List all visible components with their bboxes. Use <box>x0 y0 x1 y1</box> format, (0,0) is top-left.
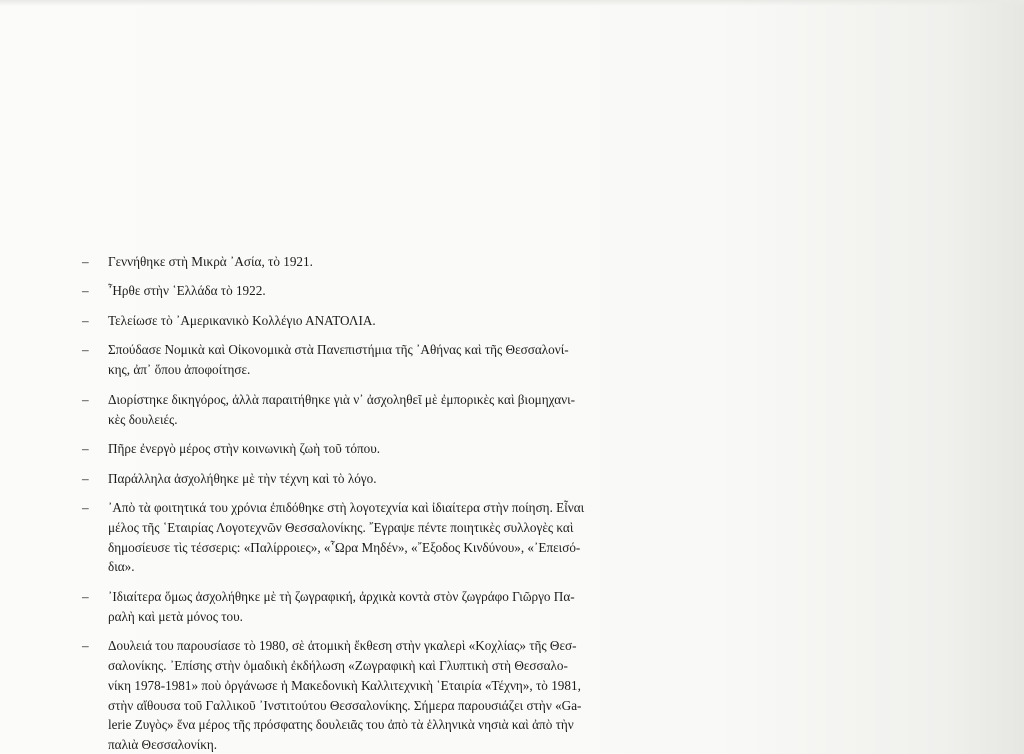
list-item-text <box>108 281 694 301</box>
list-dash: – <box>82 283 89 299</box>
list-dash: – <box>82 441 89 457</box>
text-line: Δουλειά του παρουσίασε τὸ 1980, σὲ ἀτομικὴ ἔκθεση στὴν γκαλερὶ «Κοχλίας» τῆς Θεσ- <box>108 638 577 654</box>
text-line: κὲς δουλειές. <box>108 411 178 427</box>
list-item-text <box>108 469 694 489</box>
list-dash: – <box>82 588 89 604</box>
text-line: Πῆρε ἐνεργὸ μέρος στὴν κοινωνικὴ ζωὴ τοῦ τόπου. <box>108 441 381 457</box>
list-item-text <box>108 311 694 331</box>
list-dash: – <box>82 391 89 407</box>
list-item <box>82 469 694 489</box>
list-item <box>82 340 694 380</box>
text-line: μέλος τῆς ῾Εταιρίας Λογοτεχνῶν Θεσσαλονίκης. ῎Εγραψε πέντε ποιητικὲς συλλογὲς καὶ <box>108 519 574 535</box>
text-line: δημοσίευσε τὶς τέσσερις: «Παλίρροιες», «῟Ωρα Μηδέν», «῎Εξοδος Κινδύνου», «᾿Επεισό- <box>108 539 581 555</box>
text-line: σαλονίκης. ᾿Επίσης στὴν ὁμαδικὴ ἐκδήλωση «Ζωγραφικὴ καὶ Γλυπτικὴ στὴ Θεσσαλο- <box>108 657 568 673</box>
list-item-text <box>108 636 694 754</box>
list-dash: – <box>82 312 89 328</box>
text-line: παλιὰ Θεσσαλονίκη. <box>108 737 218 753</box>
list-item <box>82 390 694 430</box>
list-dash: – <box>82 342 89 358</box>
list-item-text <box>108 252 694 272</box>
list-item-text <box>108 498 694 577</box>
text-line: lerie Ζυγὸς» ἕνα μέρος τῆς πρόσφατης δουλειᾶς του ἀπὸ τὰ ἑλληνικὰ νησιὰ καὶ ἀπὸ τὴν <box>108 717 574 733</box>
text-line: νίκη 1978-1981» ποὺ ὀργάνωσε ἡ Μακεδονικὴ Καλλιτεχνικὴ ῾Εταιρία «Τέχνη», τὸ 1981, <box>108 677 581 693</box>
list-item-text <box>108 340 694 380</box>
list-item <box>82 587 694 627</box>
list-item <box>82 281 694 301</box>
list-item <box>82 636 694 754</box>
list-dash: – <box>82 638 89 654</box>
text-line: Διορίστηκε δικηγόρος, ἀλλὰ παραιτήθηκε γιὰ ν᾿ ἀσχοληθεῖ μὲ ἐμπορικὲς καὶ βιομηχανι- <box>108 391 576 407</box>
list-item <box>82 311 694 331</box>
list-dash: – <box>82 254 89 269</box>
text-line: στὴν αἴθουσα τοῦ Γαλλικοῦ ᾿Ινστιτούτου Θεσσαλονίκης. Σήμερα παρουσιάζει στὴν «Ga- <box>108 697 582 713</box>
text-line: κης, ἀπ᾿ ὅπου ἀποφοίτησε. <box>108 362 251 378</box>
list-item <box>82 439 694 459</box>
list-item-text <box>108 439 694 459</box>
text-line: ραλὴ καὶ μετὰ μόνος του. <box>108 608 243 624</box>
text-line: Γεννήθηκε στὴ Μικρὰ ᾿Ασία, τὸ 1921. <box>108 254 313 269</box>
text-line: ῏Ηρθε στὴν ῾Ελλάδα τὸ 1922. <box>108 283 266 299</box>
list-dash: – <box>82 470 89 486</box>
list-item <box>82 498 694 577</box>
list-item-text <box>108 587 694 627</box>
text-line: ᾿Ιδιαίτερα ὅμως ἀσχολήθηκε μὲ τὴ ζωγραφική, ἀρχικὰ κοντὰ στὸν ζωγράφο Γιῶργο Πα- <box>108 588 575 604</box>
text-line: Σπούδασε Νομικὰ καὶ Οἰκονομικὰ στὰ Πανεπιστήμια τῆς ᾿Αθήνας καὶ τῆς Θεσσαλονί- <box>108 342 569 358</box>
list-dash: – <box>82 499 89 515</box>
text-line: ᾿Απὸ τὰ φοιτητικά του χρόνια ἐπιδόθηκε στὴ λογοτεχνία καὶ ἰδιαίτερα στὴν ποίηση. Εἶναι <box>108 499 585 515</box>
page-edge-shadow <box>0 0 1024 6</box>
list-item-text <box>108 390 694 430</box>
text-line: δια». <box>108 559 135 575</box>
biography-list <box>82 252 694 754</box>
list-item <box>82 252 694 272</box>
text-line: Παράλληλα ἀσχολήθηκε μὲ τὴν τέχνη καὶ τὸ λόγο. <box>108 470 377 486</box>
text-line: Τελείωσε τὸ ᾿Αμερικανικὸ Κολλέγιο ΑΝΑΤΟΛΙΑ. <box>108 312 376 328</box>
